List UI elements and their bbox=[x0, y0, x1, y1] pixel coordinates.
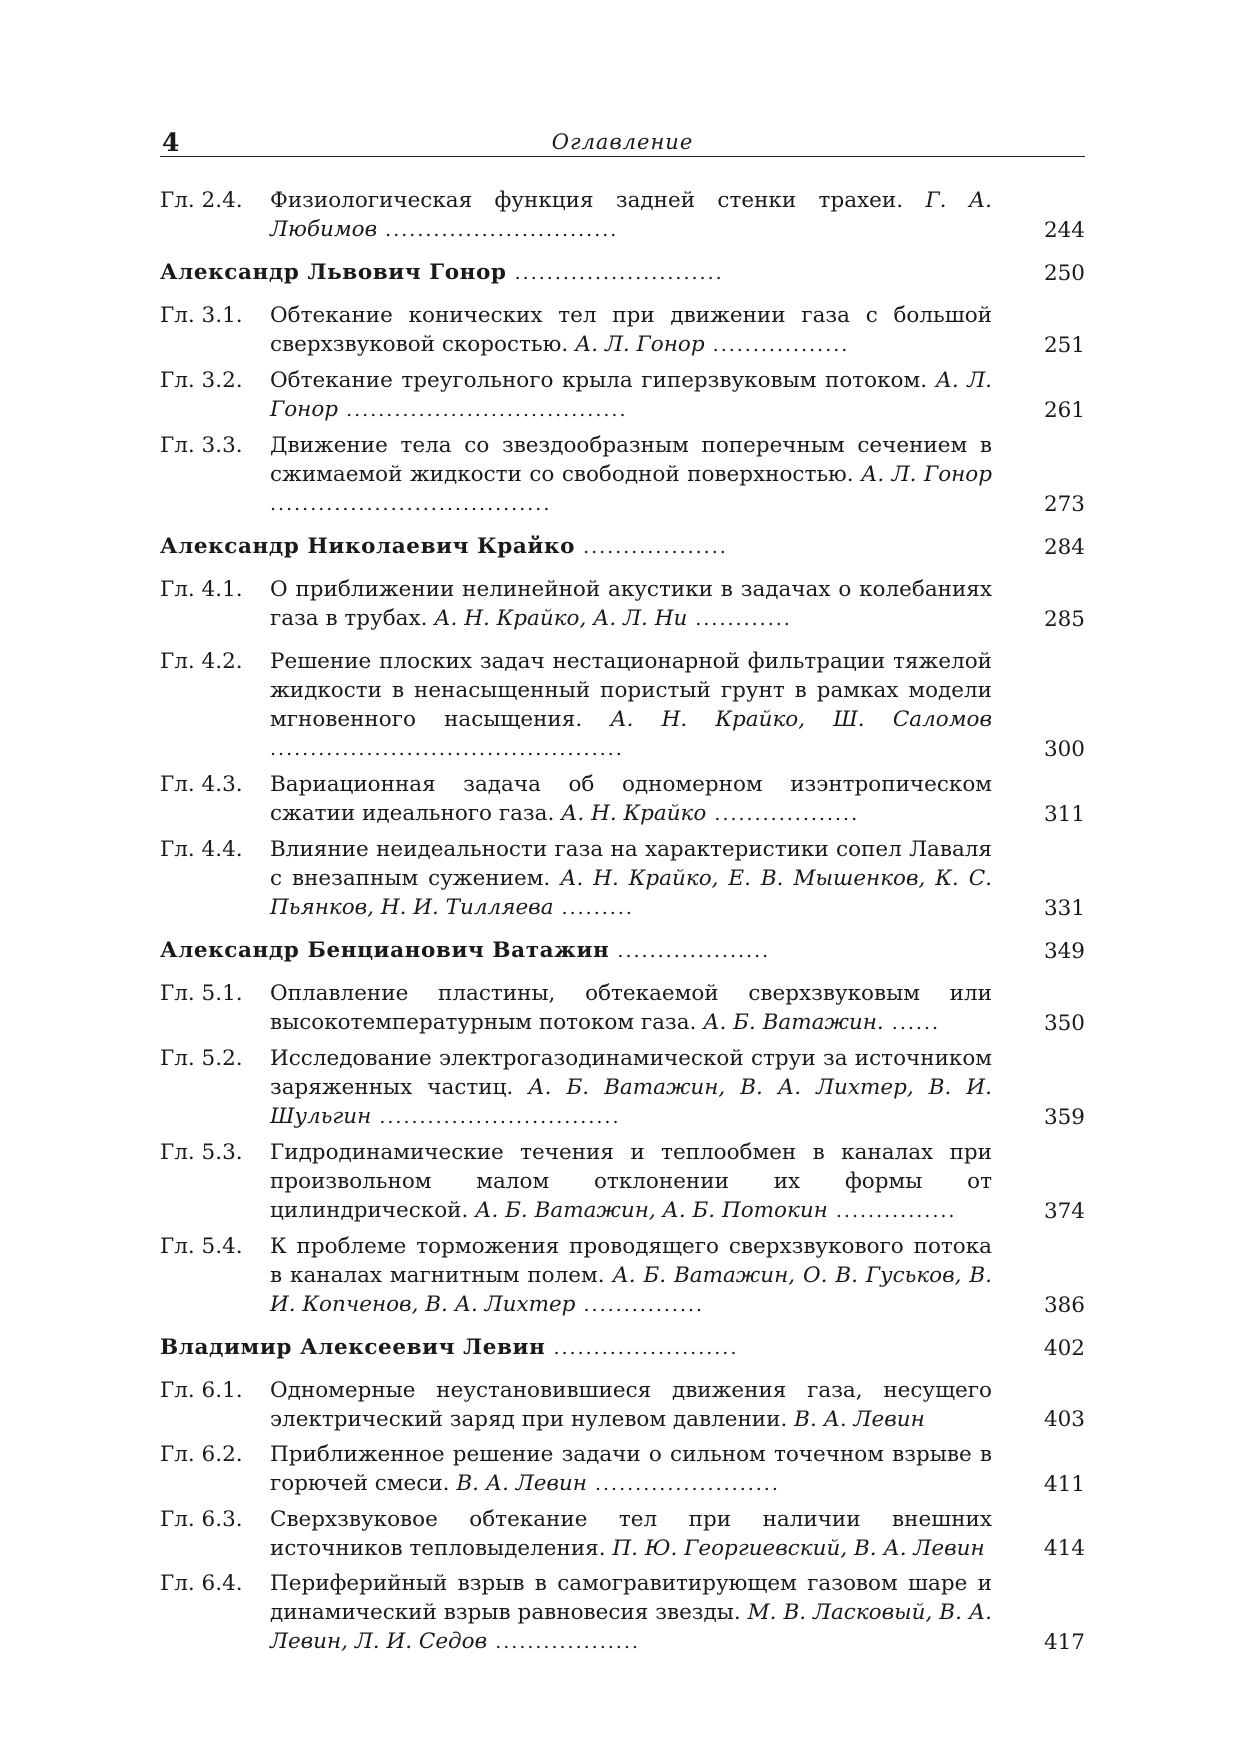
chapter-text bbox=[270, 431, 992, 519]
chapter-title: Физиологическая функция задней стенки трахеи. bbox=[270, 188, 926, 213]
toc-entry[interactable] bbox=[160, 1440, 1085, 1499]
chapter-authors: А. Н. Крайко, Е. В. Мышенков, К. С. Пьянков, Н. И. Тилляева bbox=[270, 866, 992, 920]
dot-leader: ............... bbox=[575, 1294, 705, 1316]
section-page: 284 bbox=[1043, 535, 1085, 560]
section-author-name: Александр Николаевич Крайко bbox=[160, 534, 576, 559]
chapter-authors: А. Л. Гонор bbox=[861, 462, 993, 487]
table-of-contents bbox=[160, 186, 1085, 1657]
chapter-text bbox=[270, 835, 992, 923]
chapter-title: Движение тела со звездообразным поперечным сечением в сжимаемой жидкости со свободной поверхностью. bbox=[270, 433, 992, 487]
section-author-name: Александр Львович Гонор bbox=[160, 260, 507, 285]
chapter-number: Гл. 5.1. bbox=[160, 981, 243, 1006]
chapter-text bbox=[270, 1376, 992, 1434]
chapter-page: 386 bbox=[1043, 1293, 1085, 1318]
chapter-text bbox=[270, 979, 992, 1038]
toc-entry[interactable] bbox=[160, 186, 1085, 245]
toc-entry[interactable] bbox=[160, 979, 1085, 1038]
toc-entry[interactable] bbox=[160, 575, 1085, 634]
chapter-title: Обтекание треугольного крыла гиперзвуковым потоком. bbox=[270, 368, 936, 393]
chapter-number: Гл. 6.2. bbox=[160, 1442, 243, 1467]
chapter-page: 350 bbox=[1043, 1011, 1085, 1036]
section-page: 349 bbox=[1043, 939, 1085, 964]
chapter-authors: А. Н. Крайко bbox=[561, 801, 707, 826]
dot-leader: ................................... bbox=[270, 493, 552, 515]
toc-entry[interactable] bbox=[160, 1569, 1085, 1657]
chapter-title: Влияние неидеальности газа на характеристики сопел Лаваля с внезапным сужением. bbox=[270, 837, 992, 891]
chapter-number: Гл. 4.2. bbox=[160, 649, 243, 674]
chapter-text bbox=[270, 1440, 992, 1499]
dot-leader: .................. bbox=[575, 536, 728, 558]
section-text bbox=[160, 1333, 992, 1363]
section-author-name: Александр Бенцианович Ватажин bbox=[160, 938, 610, 963]
toc-entry[interactable] bbox=[160, 366, 1085, 425]
dot-leader: ............... bbox=[827, 1200, 957, 1222]
chapter-number: Гл. 2.4. bbox=[160, 188, 243, 213]
chapter-title: Одномерные неустановившиеся движения газа, несущего электрический заряд при нулевом давлении. bbox=[270, 1378, 992, 1432]
toc-entry[interactable] bbox=[160, 431, 1085, 519]
section-text bbox=[160, 936, 992, 966]
dot-leader: ................... bbox=[609, 940, 771, 962]
running-title: Оглавление bbox=[551, 130, 694, 154]
chapter-authors: В. А. Левин bbox=[794, 1407, 925, 1432]
chapter-text bbox=[270, 1044, 992, 1132]
chapter-page: 403 bbox=[1043, 1407, 1085, 1432]
dot-leader: ............ bbox=[687, 608, 792, 630]
chapter-text bbox=[270, 1232, 992, 1320]
toc-entry[interactable] bbox=[160, 1044, 1085, 1132]
dot-leader: .......................... bbox=[506, 262, 724, 284]
dot-leader: ................. bbox=[704, 334, 850, 356]
chapter-text bbox=[270, 301, 992, 360]
chapter-authors: А. Б. Ватажин, А. Б. Потокин bbox=[475, 1198, 828, 1223]
toc-entry[interactable] bbox=[160, 835, 1085, 923]
toc-entry[interactable] bbox=[160, 770, 1085, 829]
chapter-page: 285 bbox=[1043, 607, 1085, 632]
chapter-text bbox=[270, 186, 992, 245]
chapter-page: 414 bbox=[1043, 1536, 1085, 1561]
author-section-heading[interactable] bbox=[160, 1333, 1085, 1363]
chapter-title: Гидродинамические течения и теплообмен в каналах при произвольном малом отклонении их формы от цилиндрической. bbox=[270, 1140, 992, 1223]
chapter-number: Гл. 4.1. bbox=[160, 577, 243, 602]
chapter-page: 261 bbox=[1043, 398, 1085, 423]
chapter-text bbox=[270, 575, 992, 634]
toc-entry[interactable] bbox=[160, 1505, 1085, 1563]
chapter-title: О приближении нелинейной акустики в задачах о колебаниях газа в трубах. bbox=[270, 577, 992, 631]
author-section-heading[interactable] bbox=[160, 258, 1085, 288]
toc-entry[interactable] bbox=[160, 1376, 1085, 1434]
dot-leader: ...... bbox=[883, 1012, 941, 1034]
toc-entry[interactable] bbox=[160, 1232, 1085, 1320]
section-text bbox=[160, 258, 992, 288]
chapter-page: 411 bbox=[1043, 1472, 1085, 1497]
chapter-text bbox=[270, 1505, 992, 1563]
page-number: 4 bbox=[162, 128, 180, 157]
chapter-text bbox=[270, 770, 992, 829]
chapter-page: 273 bbox=[1043, 492, 1085, 517]
chapter-number: Гл. 6.4. bbox=[160, 1571, 243, 1596]
chapter-page: 331 bbox=[1043, 896, 1085, 921]
dot-leader: .............................. bbox=[371, 1106, 621, 1128]
page-header bbox=[160, 126, 1085, 157]
dot-leader: ............................................ bbox=[270, 738, 624, 760]
chapter-title: Исследование электрогазодинамической струи за источником заряженных частиц. bbox=[270, 1046, 992, 1100]
chapter-page: 251 bbox=[1043, 333, 1085, 358]
chapter-authors: Г. А. Любимов bbox=[270, 188, 992, 242]
toc-entry[interactable] bbox=[160, 1138, 1085, 1226]
toc-entry[interactable] bbox=[160, 301, 1085, 360]
toc-entry[interactable] bbox=[160, 647, 1085, 764]
section-page: 250 bbox=[1043, 261, 1085, 286]
chapter-authors: А. Н. Крайко, А. Л. Ни bbox=[434, 606, 688, 631]
section-text bbox=[160, 532, 992, 562]
author-section-heading[interactable] bbox=[160, 936, 1085, 966]
dot-leader: ............................. bbox=[377, 219, 619, 241]
dot-leader: .................. bbox=[487, 1631, 640, 1653]
dot-leader: ................................... bbox=[338, 399, 628, 421]
chapter-title: Обтекание конических тел при движении газа с большой сверхзвуковой скоростью. bbox=[270, 303, 992, 357]
chapter-title: Оплавление пластины, обтекаемой сверхзвуковым или высокотемпературным потоком газа. bbox=[270, 981, 992, 1035]
chapter-text bbox=[270, 647, 992, 764]
chapter-page: 417 bbox=[1043, 1630, 1085, 1655]
chapter-page: 374 bbox=[1043, 1199, 1085, 1224]
chapter-number: Гл. 5.2. bbox=[160, 1046, 243, 1071]
dot-leader: .................. bbox=[706, 803, 860, 825]
section-author-name: Владимир Алексеевич Левин bbox=[160, 1335, 546, 1360]
chapter-number: Гл. 3.2. bbox=[160, 368, 243, 393]
chapter-authors: А. Б. Ватажин, В. А. Лихтер, В. И. Шульгин bbox=[270, 1075, 992, 1129]
chapter-text bbox=[270, 366, 992, 425]
chapter-authors: А. Б. Ватажин, О. В. Гуськов, В. И. Копченов, В. А. Лихтер bbox=[270, 1263, 992, 1317]
dot-leader: ....................... bbox=[586, 1473, 780, 1495]
chapter-authors: В. А. Левин bbox=[456, 1471, 587, 1496]
chapter-page: 359 bbox=[1043, 1105, 1085, 1130]
chapter-number: Гл. 5.3. bbox=[160, 1140, 243, 1165]
chapter-authors: А. Н. Крайко, Ш. Саломов bbox=[610, 707, 993, 732]
chapter-title: К проблеме торможения проводящего сверхзвукового потока в каналах магнитным полем. bbox=[270, 1234, 992, 1288]
chapter-number: Гл. 5.4. bbox=[160, 1234, 243, 1259]
chapter-number: Гл. 6.3. bbox=[160, 1507, 243, 1532]
chapter-title: Приближенное решение задачи о сильном точечном взрыве в горючей смеси. bbox=[270, 1442, 992, 1496]
chapter-number: Гл. 4.4. bbox=[160, 837, 243, 862]
chapter-page: 244 bbox=[1043, 218, 1085, 243]
chapter-authors: А. Л. Гонор bbox=[270, 368, 992, 422]
chapter-number: Гл. 3.1. bbox=[160, 303, 243, 328]
chapter-title: Периферийный взрыв в самогравитирующем газовом шаре и динамический взрыв равновесия звезды. bbox=[270, 1571, 992, 1625]
chapter-authors: А. Б. Ватажин. bbox=[703, 1010, 884, 1035]
dot-leader: ......... bbox=[553, 897, 634, 919]
section-page: 402 bbox=[1043, 1336, 1085, 1361]
chapter-page: 311 bbox=[1043, 802, 1085, 827]
chapter-title: Решение плоских задач нестационарной фильтрации тяжелой жидкости в ненасыщенный пористый грунт в рамках модели мгновенного насыщения. bbox=[270, 649, 992, 732]
chapter-page: 300 bbox=[1043, 737, 1085, 762]
chapter-authors: А. Л. Гонор bbox=[575, 332, 705, 357]
chapter-text bbox=[270, 1138, 992, 1226]
chapter-title: Сверхзвуковое обтекание тел при наличии внешних источников тепловыделения. bbox=[270, 1507, 992, 1561]
chapter-authors: П. Ю. Георгиевский, В. А. Левин bbox=[612, 1536, 985, 1561]
chapter-number: Гл. 6.1. bbox=[160, 1378, 243, 1403]
author-section-heading[interactable] bbox=[160, 532, 1085, 562]
chapter-text bbox=[270, 1569, 992, 1657]
chapter-number: Гл. 4.3. bbox=[160, 772, 243, 797]
chapter-authors: М. В. Ласковый, В. А. Левин, Л. И. Седов bbox=[270, 1600, 992, 1654]
dot-leader: ....................... bbox=[545, 1337, 739, 1359]
chapter-title: Вариационная задача об одномерном изэнтропическом сжатии идеального газа. bbox=[270, 772, 992, 826]
chapter-number: Гл. 3.3. bbox=[160, 433, 243, 458]
